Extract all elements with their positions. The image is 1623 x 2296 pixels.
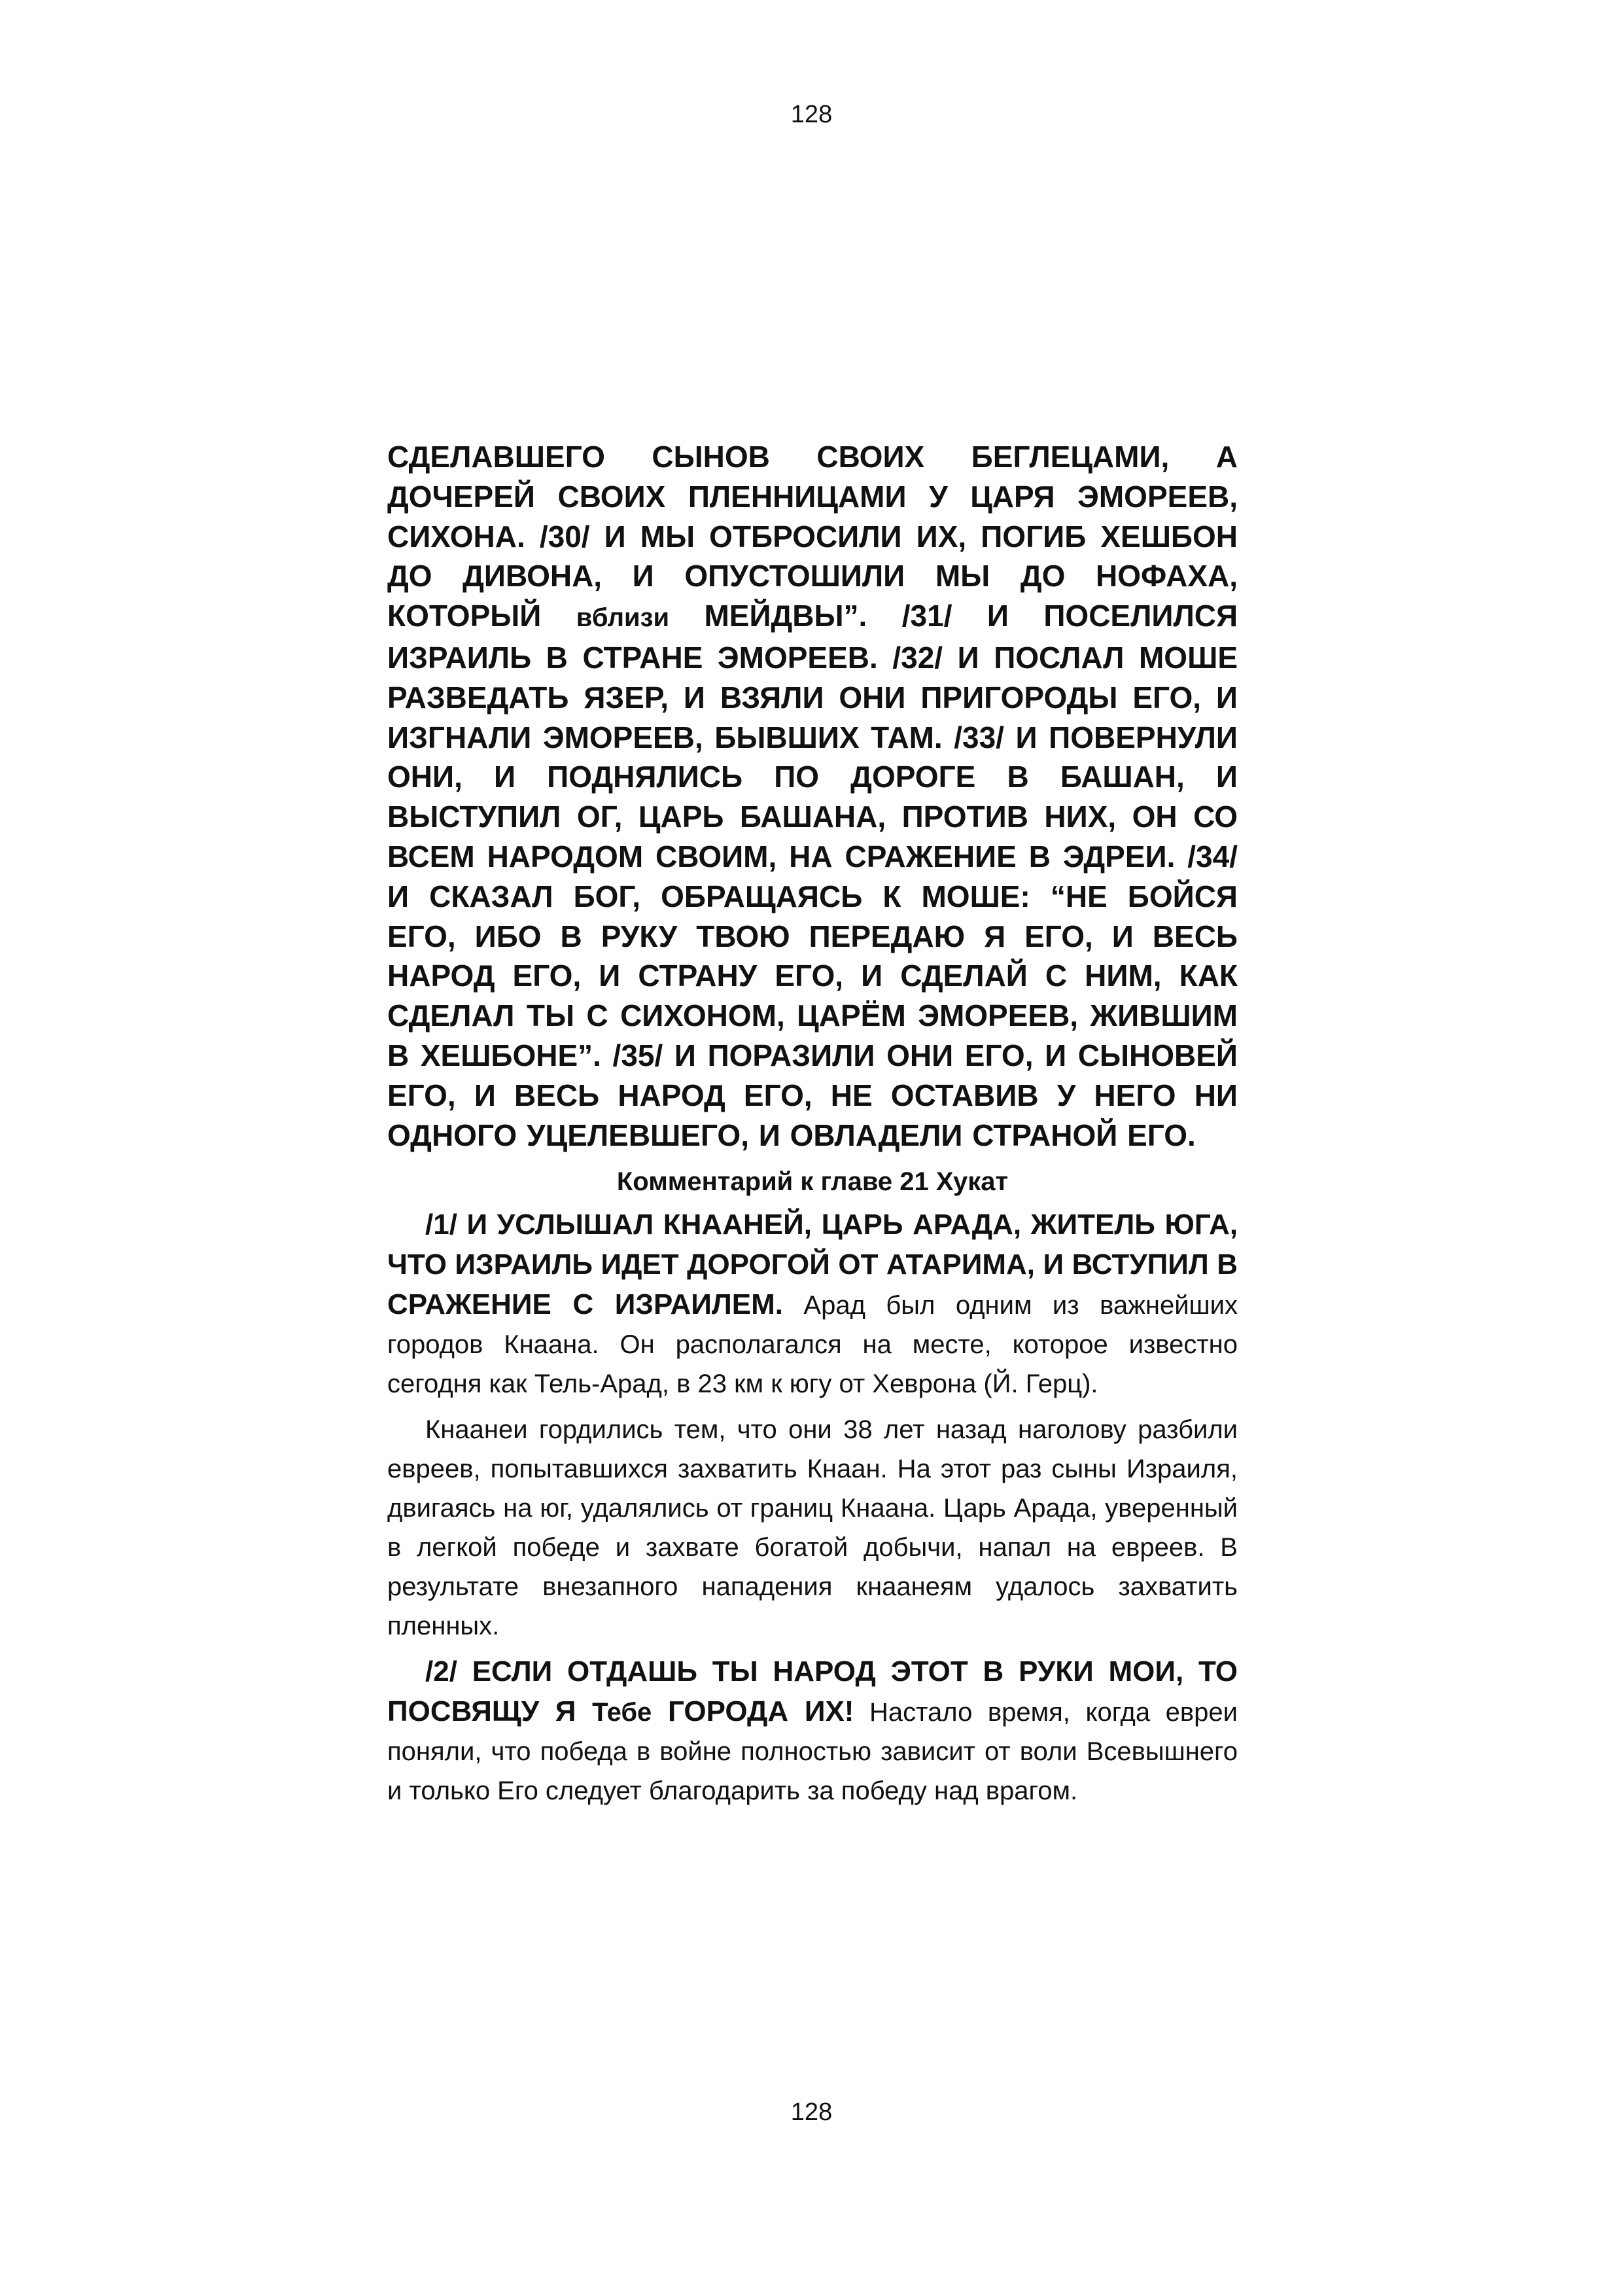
verse-block: [387, 437, 1238, 1155]
commentary-paragraph-3: [387, 1652, 1238, 1810]
verse-text-part1: СДЕЛАВШЕГО СЫНОВ СВОИХ БЕГЛЕЦАМИ, А ДОЧЕРЕЙ СВОИХ ПЛЕННИЦАМИ У ЦАРЯ ЭМОРЕЕВ, СИХОНА. /30/ И МЫ ОТБРОСИЛИ ИХ, ПОГИБ ХЕШБОН ДО ДИВОНА, И ОПУСТОШИЛИ МЫ ДО НОФАХА, КОТОРЫЙ: [387, 440, 1238, 633]
commentary-paragraph-2: Кнаанеи гордились тем, что они 38 лет назад наголову разбили евреев, попытавшихся захватить Кнаан. На этот раз сыны Израиля, двигаясь на юг, удалялись от границ Кнаана. Царь Арада, уверенный в легкой победе и захвате богатой добычи, напал на евреев. В результате внезапного нападения кнаанеям удалось захватить пленных.: [387, 1415, 1238, 1640]
page-number-bottom: 128: [790, 2098, 833, 2126]
verse-quote-2a: /2/ ЕСЛИ ОТДАШЬ ТЫ НАРОД ЭТОТ В РУКИ МОИ, ТО ПОСВЯЩУ Я: [387, 1655, 1238, 1727]
verse-text-small-word: вблизи: [576, 603, 670, 633]
commentary-section: [387, 1163, 1238, 1817]
verse-quote-2c: ГОРОДА ИХ!: [652, 1695, 854, 1727]
verse-quote-2b: Тебе: [592, 1698, 652, 1727]
verse-text-part2: МЕЙДВЫ”. /31/ И ПОСЕЛИЛСЯ ИЗРАИЛЬ В СТРАНЕ ЭМОРЕЕВ. /32/ И ПОСЛАЛ МОШЕ РАЗВЕДАТЬ ЯЗЕР, И ВЗЯЛИ ОНИ ПРИГОРОДЫ ЕГО, И ИЗГНАЛИ ЭМОРЕЕВ, БЫВШИХ ТАМ. /33/ И ПОВЕРНУЛИ ОНИ, И ПОДНЯЛИСЬ ПО ДОРОГЕ В БАШАН, И ВЫСТУПИЛ ОГ, ЦАРЬ БАШАНА, ПРОТИВ НИХ, ОН СО ВСЕМ НАРОДОМ СВОИМ, НА СРАЖЕНИЕ В ЭДРЕИ. /34/ И СКАЗАЛ БОГ, ОБРАЩАЯСЬ К МОШЕ: “НЕ БОЙСЯ ЕГО, ИБО В РУКУ ТВОЮ ПЕРЕДАЮ Я ЕГО, И ВЕСЬ НАРОД ЕГО, И СТРАНУ ЕГО, И СДЕЛАЙ С НИМ, КАК СДЕЛАЛ ТЫ С СИХОНОМ, ЦАРЁМ ЭМОРЕЕВ, ЖИВШИМ В ХЕШБОНЕ”. /35/ И ПОРАЗИЛИ ОНИ ЕГО, И СЫНОВЕЙ ЕГО, И ВЕСЬ НАРОД ЕГО, НЕ ОСТАВИВ У НЕГО НИ ОДНОГО УЦЕЛЕВШЕГО, И ОВЛАДЕЛИ СТРАНОЙ ЕГО.: [387, 599, 1238, 1152]
commentary-text-1: Арад был одним из важнейших городов Кнаана. Он располагался на месте, которое известно сегодня как Тель-Арад, в 23 км к югу от Хеврона (Й. Герц).: [387, 1291, 1238, 1398]
commentary-title: Комментарий к главе 21 Хукат: [616, 1167, 1009, 1196]
commentary-text-3: Настало время, когда евреи поняли, что победа в войне полностью зависит от воли Всевышнего и только Его следует благодарить за победу над врагом.: [387, 1698, 1238, 1805]
verse-text: [387, 437, 1238, 1155]
commentary-paragraph-1: [387, 1205, 1238, 1404]
page-number-top: 128: [790, 101, 833, 128]
verse-quote-1: /1/ И УСЛЫШАЛ КНААНЕЙ, ЦАРЬ АРАДА, ЖИТЕЛЬ ЮГА, ЧТО ИЗРАИЛЬ ИДЕТ ДОРОГОЙ ОТ АТАРИМА, И ВСТУПИЛ В СРАЖЕНИЕ С ИЗРАИЛЕМ.: [387, 1209, 1238, 1320]
